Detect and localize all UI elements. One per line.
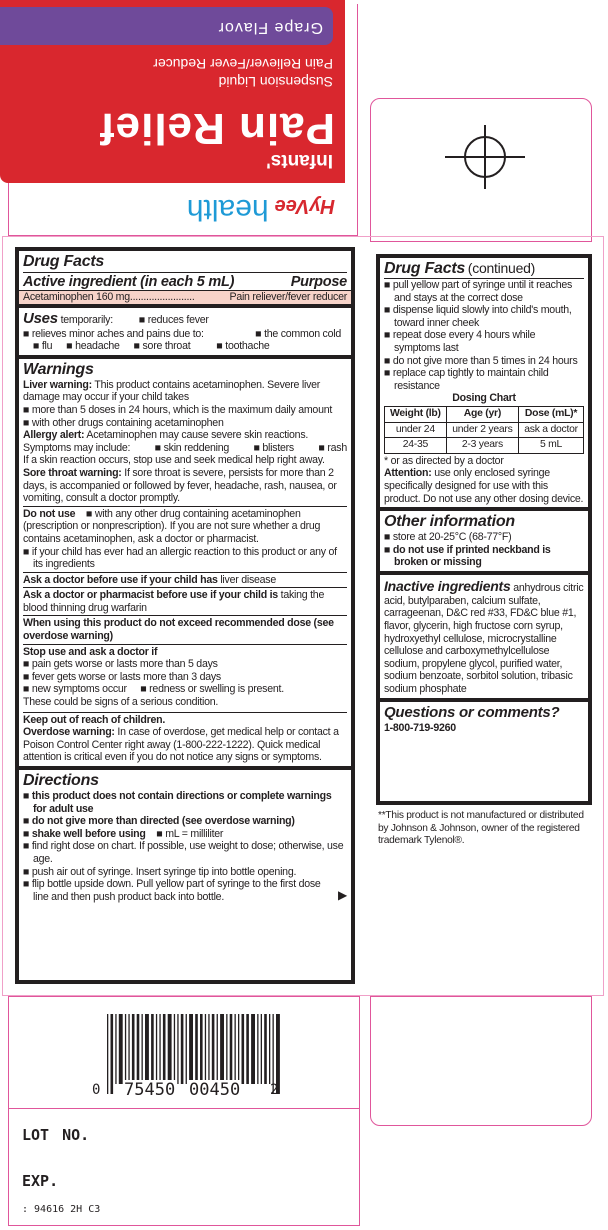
lot-divider bbox=[8, 1108, 360, 1109]
direction-item: ■ flip bottle upside down. Pull yellow part of syringe to the first dose line and then push product back into bottle. bbox=[23, 878, 321, 903]
continued-suffix: (continued) bbox=[467, 260, 536, 276]
barcode-bar bbox=[181, 1014, 184, 1084]
barcode-bar bbox=[142, 1014, 143, 1084]
use-item: ■ toothache bbox=[216, 340, 270, 353]
barcode-bar bbox=[242, 1014, 245, 1084]
barcode-bar bbox=[159, 1014, 160, 1084]
warnings-title: Warnings bbox=[23, 360, 94, 378]
direction-item: ■ repeat dose every 4 hours while symptoms last bbox=[384, 329, 536, 354]
barcode-bar bbox=[257, 1014, 258, 1084]
barcode-bar bbox=[163, 1014, 166, 1084]
dosing-chart bbox=[384, 406, 584, 454]
purpose-header: Purpose bbox=[290, 274, 347, 290]
use-item: ■ flu bbox=[33, 340, 53, 353]
other-info-item: ■ store at 20-25°C (68-77°F) bbox=[384, 531, 512, 544]
barcode-bar bbox=[208, 1014, 209, 1084]
uses-intro: temporarily: bbox=[60, 313, 113, 326]
direction-item: ■ mL = milliliter bbox=[156, 827, 224, 840]
directions-section bbox=[19, 770, 351, 905]
overdose-text: In case of overdose, get medical help or contact a Poison Control Center right away (1-800-222-1222). Quick medical attention is critical even if you do not notice any signs or symptoms. bbox=[23, 726, 339, 764]
chart-cell: 5 mL bbox=[519, 438, 584, 454]
uses-title: Uses bbox=[23, 309, 58, 327]
ask-doctor-label: Ask a doctor before use if your child has bbox=[23, 573, 218, 586]
direction-item: ■ find right dose on chart. If possible, use weight to dose; otherwise, use age. bbox=[23, 840, 344, 865]
barcode-bar bbox=[132, 1014, 135, 1084]
brand-logo bbox=[187, 192, 335, 226]
symptoms-intro: Symptoms may include: bbox=[23, 441, 131, 454]
barcode-bar bbox=[217, 1014, 218, 1084]
use-item: ■ headache bbox=[66, 340, 120, 353]
registration-crosshair-icon bbox=[445, 125, 525, 194]
barcode-bar bbox=[230, 1014, 233, 1084]
uses-section bbox=[19, 308, 351, 359]
questions-section bbox=[380, 702, 588, 737]
direction-item: ■ pull yellow part of syringe until it reaches and stays at the correct dose bbox=[384, 279, 573, 304]
active-purpose: Pain reliever/fever reducer bbox=[229, 291, 347, 303]
barcode-bar bbox=[264, 1014, 267, 1084]
barcode-bar bbox=[186, 1014, 187, 1084]
product-purpose: Pain Reliever/Fever Reducer bbox=[153, 56, 333, 72]
dosing-chart-title: Dosing Chart bbox=[452, 392, 516, 405]
barcode-bar bbox=[168, 1014, 172, 1084]
product-title: Pain Relief bbox=[99, 104, 335, 153]
barcode-bar bbox=[212, 1014, 215, 1084]
sore-throat-text: If sore throat is severe, persists for more than 2 days, is accompanied or followed by fever, headache, rash, nausea, or vomiting, consult a doctor promptly. bbox=[23, 466, 337, 505]
ask-pharmacist-label: Ask a doctor or pharmacist before use if your child is bbox=[23, 589, 278, 602]
direction-item: ■ dispense liquid slowly into child's mouth, toward inner cheek bbox=[384, 304, 572, 329]
when-using-text: When using this product do not exceed recommended dose (see overdose warning) bbox=[23, 617, 334, 643]
direction-item: ■ push air out of syringe. Insert syringe tip into bottle opening. bbox=[23, 865, 297, 878]
lot-number-label: LOT NO. bbox=[22, 1126, 90, 1144]
trademark-disclaimer: **This product is not manufactured or distributed by Johnson & Johnson, owner of the registered trademark Tylenol®. bbox=[378, 810, 584, 846]
audience-label: Infants' bbox=[266, 150, 333, 171]
barcode-bar bbox=[137, 1014, 140, 1084]
liver-bullet: ■ with other drugs containing acetaminophen bbox=[23, 416, 224, 429]
allergy-text: Acetaminophen may cause severe skin reactions. bbox=[86, 429, 309, 442]
barcode-bar bbox=[205, 1014, 206, 1084]
direction-item: ■ do not give more than 5 times in 24 hours bbox=[384, 354, 578, 367]
barcode-bar bbox=[107, 1014, 108, 1094]
chart-footnote: * or as directed by a doctor bbox=[384, 454, 504, 467]
directions-title: Directions bbox=[23, 772, 99, 789]
barcode-bar bbox=[238, 1014, 239, 1084]
attention-label: Attention: bbox=[384, 467, 432, 480]
product-form: Suspension Liquid bbox=[218, 74, 333, 90]
expiration-label: EXP. bbox=[22, 1172, 59, 1190]
barcode-digit: 0 bbox=[92, 1082, 101, 1098]
do-not-use-text: ■ with any other drug containing acetaminophen (prescription or nonprescription). If you are not sure whether a drug contains acetaminophen, ask a doctor or pharmacist. bbox=[23, 507, 321, 545]
inactive-ingredients-section bbox=[380, 575, 588, 702]
barcode-digits-left: 75450 bbox=[124, 1080, 176, 1100]
brand-suffix: health bbox=[186, 193, 269, 226]
drug-facts-continued-panel bbox=[376, 254, 592, 805]
direction-item: ■ replace cap tightly to maintain child resistance bbox=[384, 367, 549, 392]
drug-facts-title: Drug Facts bbox=[23, 253, 105, 270]
chart-header: Age (yr) bbox=[446, 406, 518, 422]
use-item: ■ sore throat bbox=[133, 340, 191, 353]
direction-item: ■ shake well before using bbox=[23, 827, 146, 840]
stop-use-bullet: ■ redness or swelling is present. bbox=[140, 683, 284, 696]
stop-use-text: These could be signs of a serious condition. bbox=[23, 696, 219, 709]
barcode-bar bbox=[145, 1014, 149, 1084]
barcode-digit: 2 bbox=[270, 1082, 279, 1098]
barcode-bar bbox=[125, 1014, 126, 1084]
upc-barcode bbox=[90, 1014, 280, 1104]
barcode-bar bbox=[156, 1014, 157, 1084]
stop-use-bullet: ■ pain gets worse or lasts more than 5 days bbox=[23, 658, 218, 671]
inactive-text: anhydrous citric acid, butylparaben, calcium sulfate, carrageenan, D&C red #33, FD&C blue #1, flavor, glycerin, high fructose corn syrup, hydroxyethyl cellulose, microcrystalline cellulose and carboxymethylcellulose sodium, propylene glycol, purified water, sodium benzoate, sorbitol solution, tribasic sodium phosphate bbox=[384, 581, 584, 696]
flavor-banner: Grape Flavor bbox=[0, 7, 333, 45]
barcode-bar bbox=[151, 1014, 154, 1084]
direction-item: ■ do not give more than directed (see overdose warning) bbox=[23, 815, 295, 828]
chart-cell: under 24 bbox=[385, 422, 447, 438]
barcode-bar bbox=[119, 1014, 123, 1084]
barcode-bar bbox=[128, 1014, 129, 1084]
barcode-bar bbox=[261, 1014, 262, 1084]
inactive-title: Inactive ingredients bbox=[384, 577, 511, 594]
barcode-bar bbox=[111, 1014, 114, 1094]
barcode-bar bbox=[226, 1014, 227, 1084]
barcode-bar bbox=[220, 1014, 224, 1084]
do-not-use-label: Do not use bbox=[23, 507, 76, 520]
barcode-digits-right: 00450 bbox=[189, 1080, 241, 1100]
barcode-bar bbox=[269, 1014, 270, 1084]
use-item: ■ reduces fever bbox=[138, 313, 209, 326]
use-item: ■ the common cold bbox=[255, 327, 341, 340]
stop-use-bullet: ■ new symptoms occur bbox=[23, 683, 127, 696]
barcode-bar bbox=[115, 1014, 116, 1084]
product-title-block bbox=[0, 0, 345, 183]
barcode-bar bbox=[251, 1014, 255, 1084]
front-panel-upside-down bbox=[0, 0, 345, 230]
warnings-section bbox=[19, 359, 351, 770]
active-ingredient: Acetaminophen 160 mg........................ bbox=[23, 291, 195, 303]
skin-reaction-text: If a skin reaction occurs, stop use and seek medical help right away. bbox=[23, 454, 325, 467]
sore-throat-label: Sore throat warning: bbox=[23, 466, 122, 479]
barcode-bar bbox=[177, 1014, 178, 1084]
symptom: ■ blisters bbox=[253, 441, 294, 454]
liver-warning-text: This product contains acetaminophen. Severe liver damage may occur if your child takes bbox=[23, 378, 321, 404]
brand-name: HyVee bbox=[274, 195, 335, 217]
chart-cell: 24-35 bbox=[385, 438, 447, 454]
attention-text: use only enclosed syringe specifically designed for use with this product. Do not use any other dosing device. bbox=[384, 467, 584, 505]
chart-cell: under 2 years bbox=[446, 422, 518, 438]
liver-warning-label: Liver warning: bbox=[23, 378, 92, 391]
direction-item: ■ this product does not contain directions or complete warnings for adult use bbox=[23, 790, 332, 815]
stop-use-label: Stop use and ask a doctor if bbox=[23, 645, 158, 658]
stop-use-bullet: ■ fever gets worse or lasts more than 3 days bbox=[23, 670, 221, 683]
package-code: : 94616 2H C3 bbox=[22, 1204, 101, 1215]
active-ingredient-header: Active ingredient (in each 5 mL) bbox=[23, 274, 235, 290]
chart-header: Dose (mL)* bbox=[519, 406, 584, 422]
other-info-title: Other information bbox=[384, 513, 515, 531]
continued-title: Drug Facts bbox=[384, 260, 466, 277]
drug-facts-panel bbox=[15, 247, 355, 984]
use-item: ■ relieves minor aches and pains due to: bbox=[23, 327, 204, 340]
phone-number: 1-800-719-9260 bbox=[384, 721, 456, 734]
liver-bullet: ■ more than 5 doses in 24 hours, which is the maximum daily amount bbox=[23, 403, 333, 416]
barcode-bar bbox=[235, 1014, 236, 1084]
barcode-bar bbox=[200, 1014, 203, 1084]
symptom: ■ skin reddening bbox=[154, 441, 230, 454]
symptom: ■ rash bbox=[318, 441, 347, 454]
questions-title: Questions or comments? bbox=[384, 703, 560, 721]
keep-out-of-reach: Keep out of reach of children. bbox=[23, 713, 166, 726]
other-information-section bbox=[380, 511, 588, 575]
ask-doctor-text: liver disease bbox=[220, 573, 276, 586]
chart-cell: 2-3 years bbox=[446, 438, 518, 454]
barcode-bar bbox=[174, 1014, 175, 1084]
chart-header: Weight (lb) bbox=[385, 406, 447, 422]
other-info-item: ■ do not use if printed neckband is broken or missing bbox=[384, 543, 551, 569]
continue-arrow-icon: ▶ bbox=[338, 887, 347, 902]
do-not-use-bullet: ■ if your child has ever had an allergic reaction to this product or any of its ingredients bbox=[23, 545, 337, 571]
dieline-bottom-right bbox=[370, 996, 592, 1126]
barcode-bar bbox=[246, 1014, 249, 1084]
chart-cell: ask a doctor bbox=[519, 422, 584, 438]
active-ingredient-row bbox=[19, 290, 351, 304]
ask-pharmacist-text: taking the blood thinning drug warfarin bbox=[23, 589, 325, 614]
allergy-label: Allergy alert: bbox=[23, 429, 85, 442]
overdose-label: Overdose warning: bbox=[23, 726, 115, 739]
